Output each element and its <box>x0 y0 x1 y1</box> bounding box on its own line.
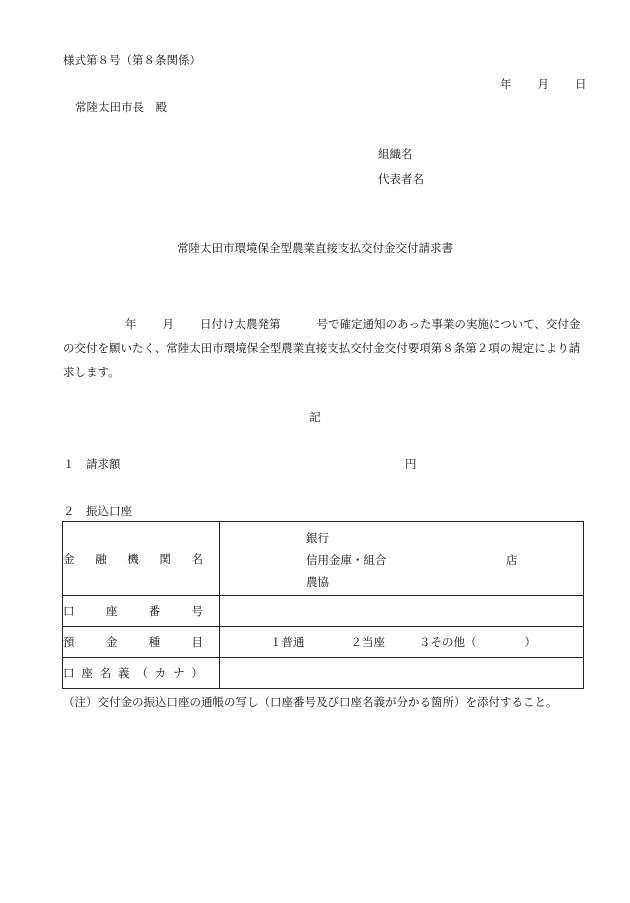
account-name-label-cell <box>63 658 220 689</box>
deposit-type-options[interactable] <box>220 627 584 658</box>
label-char: 預 <box>63 635 75 649</box>
deposit-other[interactable]: ３その他（ <box>419 635 477 649</box>
type-agri-coop: 農協 <box>306 575 329 589</box>
deposit-current[interactable]: ２当座 <box>350 635 385 649</box>
label-char: 関 <box>159 551 171 566</box>
label-char: 金 <box>105 635 118 649</box>
body-text: 号で確定通知のあった事業の実施について、交付金の交付を願いたく、常陸太田市環境保全型農業直接支払交付金交付要項第８条第２項の規定により請求します。 <box>63 317 581 379</box>
label-char: 号 <box>191 604 203 618</box>
account-name-field[interactable] <box>220 658 584 689</box>
deposit-other-close: ） <box>524 635 536 649</box>
label-char: ） <box>191 666 203 680</box>
body-notice-ref: 日付け太農発第 <box>200 317 281 331</box>
yen-unit: 円 <box>405 457 417 471</box>
deposit-ordinary[interactable]: １普通 <box>270 635 305 649</box>
label-char: ナ <box>173 666 185 680</box>
representative-label: 代表者名 <box>378 172 424 186</box>
bank-account-label: ２ 振込口座 <box>63 504 132 518</box>
institution-row <box>63 522 584 596</box>
attachment-note: （注）交付金の振込口座の通帳の写し（口座番号及び口座名義が分かる箇所）を添付すること。 <box>63 695 558 709</box>
branch-label: 店 <box>506 553 518 567</box>
label-char: （ <box>136 666 148 680</box>
institution-label-cell <box>63 522 220 596</box>
label-char: 義 <box>118 666 130 680</box>
form-number: 様式第８号（第８条関係） <box>63 53 201 67</box>
body-month: 月 <box>162 317 174 331</box>
document-title: 常陸太田市環境保全型農業直接支払交付金交付請求書 <box>177 241 453 255</box>
label-char: 種 <box>148 635 161 649</box>
account-number-label-cell <box>63 596 220 627</box>
label-char: 金 <box>63 551 75 566</box>
request-body <box>63 312 585 384</box>
bank-account-table <box>62 521 584 689</box>
date-day: 日 <box>575 77 587 91</box>
label-char: 機 <box>127 551 139 566</box>
label-char: 口 <box>63 604 75 618</box>
label-char: 目 <box>191 635 203 649</box>
label-char: 座 <box>105 604 118 618</box>
ki-heading: 記 <box>309 410 321 424</box>
label-char: カ <box>154 666 167 680</box>
request-amount-label: １ 請求額 <box>63 457 121 471</box>
label-char: 名 <box>191 551 203 566</box>
deposit-type-label-cell <box>63 627 220 658</box>
date-line <box>500 76 587 92</box>
account-name-row <box>63 658 584 689</box>
label-char: 口 <box>63 666 75 680</box>
date-year: 年 <box>500 77 512 91</box>
label-char: 名 <box>99 666 112 680</box>
addressee: 常陸太田市長 殿 <box>75 100 167 114</box>
date-month: 月 <box>537 77 549 91</box>
label-char: 番 <box>148 604 161 618</box>
organization-label: 組織名 <box>378 147 413 161</box>
institution-value-cell[interactable] <box>220 522 584 596</box>
account-number-field[interactable] <box>220 596 584 627</box>
label-char: 座 <box>81 666 93 680</box>
type-credit-union: 信用金庫・組合 <box>306 553 387 567</box>
type-bank: 銀行 <box>306 531 329 545</box>
label-char: 融 <box>95 551 107 566</box>
deposit-type-row <box>63 627 584 658</box>
body-year: 年 <box>125 317 137 331</box>
account-number-row <box>63 596 584 627</box>
